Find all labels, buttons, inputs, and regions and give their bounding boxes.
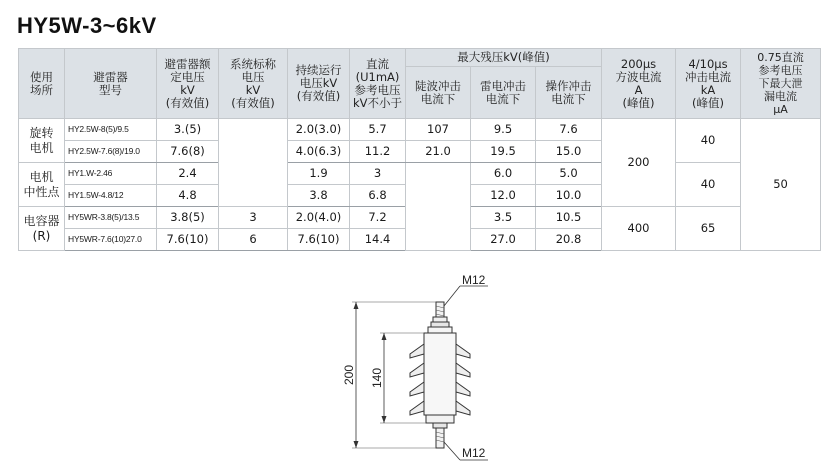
top-thread-label: M12 [462,273,486,287]
header-square-wave: 200μs 方波电流 A (峰值) [602,49,676,119]
table-row [19,163,821,185]
impulse-cell: 40 [676,119,741,163]
application-cell: 电容器 (R) [19,207,65,251]
rated-voltage-cell: 7.6(10) [157,229,219,251]
square-wave-cell: 200 [602,119,676,207]
lightning-cell: 9.5 [471,119,536,141]
dc-reference-cell: 6.8 [350,185,406,207]
lightning-cell: 6.0 [471,163,536,185]
dc-reference-cell: 5.7 [350,119,406,141]
continuous-voltage-cell: 4.0(6.3) [288,141,350,163]
insulator-body [410,333,470,423]
continuous-voltage-cell: 2.0(4.0) [288,207,350,229]
continuous-voltage-cell: 1.9 [288,163,350,185]
model-cell: HY5WR-7.6(10)27.0 [65,229,157,251]
dc-reference-cell: 14.4 [350,229,406,251]
bottom-thread-label: M12 [462,446,486,460]
system-voltage-cell: 6 [219,229,288,251]
continuous-voltage-cell: 3.8 [288,185,350,207]
impulse-cell: 40 [676,163,741,207]
header-application: 使用 场所 [19,49,65,119]
dc-reference-cell: 11.2 [350,141,406,163]
switching-cell: 7.6 [536,119,602,141]
application-cell: 旋转 电机 [19,119,65,163]
bottom-leader-line [444,442,460,460]
top-stud [428,302,452,333]
leakage-cell: 50 [741,119,821,251]
top-leader-line [444,286,460,306]
model-cell: HY2.5W-7.6(8)/19.0 [65,141,157,163]
model-cell: HY1.W-2.46 [65,163,157,185]
arrester-drawing [340,272,510,472]
lightning-cell: 3.5 [471,207,536,229]
rated-voltage-cell: 7.6(8) [157,141,219,163]
header-model: 避雷器 型号 [65,49,157,119]
continuous-voltage-cell: 7.6(10) [288,229,350,251]
application-cell: 电机 中性点 [19,163,65,207]
header-switching: 操作冲击 电流下 [536,67,602,119]
steep-wave-cell: 107 [406,119,471,141]
header-leakage: 0.75直流 参考电压 下最大泄 漏电流 μA [741,49,821,119]
square-wave-cell: 400 [602,207,676,251]
header-max-residual: 最大残压kV(峰值) [406,49,602,67]
table-row [19,119,821,141]
switching-cell: 10.5 [536,207,602,229]
header-steep-wave: 陡波冲击 电流下 [406,67,471,119]
dc-reference-cell: 7.2 [350,207,406,229]
page-title: HY5W-3~6kV [17,13,157,38]
impulse-cell: 65 [676,207,741,251]
rated-voltage-cell: 3.(5) [157,119,219,141]
header-dc-reference: 直流 (U1mA) 参考电压 kV不小于 [350,49,406,119]
switching-cell: 10.0 [536,185,602,207]
header-rated-voltage: 避雷器额 定电压 kV (有效值) [157,49,219,119]
header-system-voltage: 系统标称 电压 kV (有效值) [219,49,288,119]
rated-voltage-cell: 4.8 [157,185,219,207]
spec-table [18,48,821,251]
lightning-cell: 19.5 [471,141,536,163]
switching-cell: 15.0 [536,141,602,163]
rated-voltage-cell: 3.8(5) [157,207,219,229]
header-continuous-voltage: 持续运行 电压kV (有效值) [288,49,350,119]
header-impulse: 4/10μs 冲击电流 kA (峰值) [676,49,741,119]
lightning-cell: 27.0 [471,229,536,251]
steep-wave-cell [406,163,471,251]
bottom-stud [433,423,447,448]
lightning-cell: 12.0 [471,185,536,207]
continuous-voltage-cell: 2.0(3.0) [288,119,350,141]
body-height-label: 140 [370,367,384,388]
model-cell: HY5WR-3.8(5)/13.5 [65,207,157,229]
system-voltage-cell [219,119,288,207]
model-cell: HY2.5W-8(5)/9.5 [65,119,157,141]
system-voltage-cell: 3 [219,207,288,229]
dc-reference-cell: 3 [350,163,406,185]
switching-cell: 20.8 [536,229,602,251]
rated-voltage-cell: 2.4 [157,163,219,185]
switching-cell: 5.0 [536,163,602,185]
model-cell: HY1.5W-4.8/12 [65,185,157,207]
steep-wave-cell: 21.0 [406,141,471,163]
overall-height-label: 200 [342,364,356,385]
header-lightning: 雷电冲击 电流下 [471,67,536,119]
